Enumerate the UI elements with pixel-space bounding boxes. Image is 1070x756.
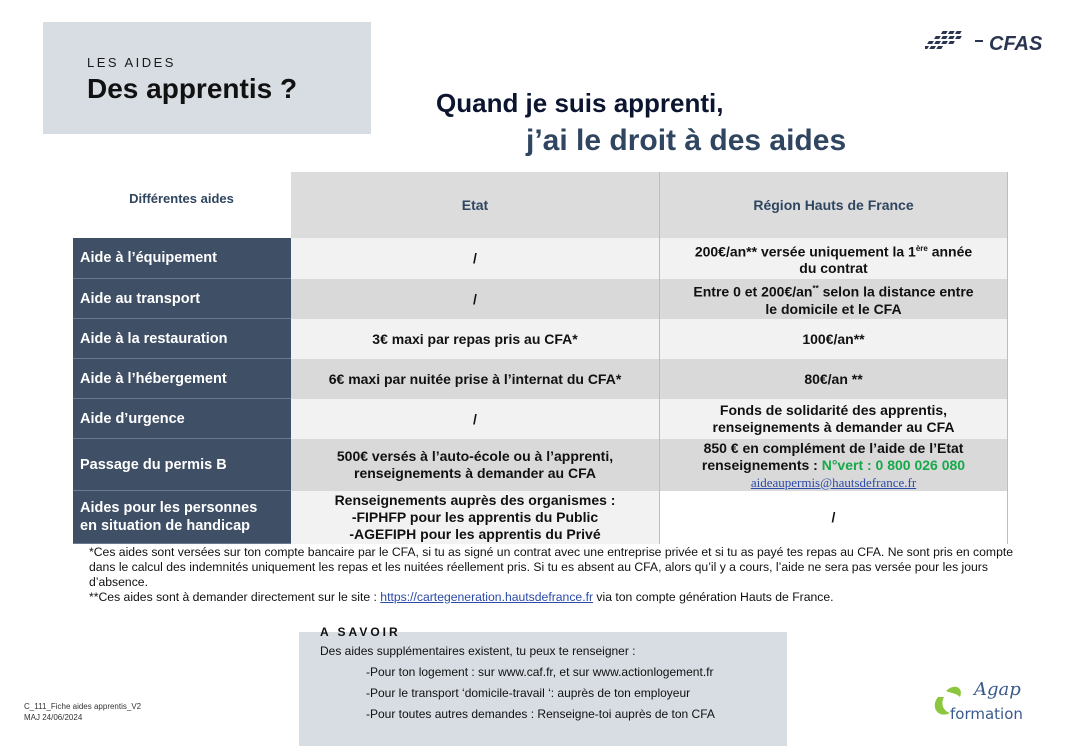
table-row bbox=[73, 279, 1008, 319]
region-cell bbox=[659, 359, 1008, 399]
region-line: Fonds de solidarité des apprentis, bbox=[719, 402, 948, 418]
region-text: année bbox=[927, 243, 973, 260]
cartegeneration-link[interactable]: https://cartegeneration.hautsdefrance.fr bbox=[380, 590, 594, 604]
email-link[interactable]: aideaupermis@hautsdefrance.fr bbox=[750, 474, 917, 490]
row-label: Aide à l’équipement bbox=[73, 238, 291, 279]
row-label-line: en situation de handicap bbox=[80, 518, 250, 534]
region-cell bbox=[659, 491, 1008, 544]
row-label: Aide à la restauration bbox=[73, 319, 291, 359]
region-line bbox=[702, 457, 965, 474]
savoir-title: A SAVOIR bbox=[320, 625, 401, 639]
region-text: Entre 0 et 200€/an bbox=[693, 283, 813, 300]
region-cell bbox=[659, 279, 1008, 319]
footnote-1: *Ces aides sont versées sur ton compte bancaire par le CFA, si tu as signé un contrat avec une entreprise privée et si tu as payé tes repas au CFA. Ne sont pris en compte dans le calcul des indemnités uniquement les repas et les nuitées réellement pris. Si tu es absent au CFA, alors qu’il y a cours, l’aide ne sera pas versée pour les jours d’absence. bbox=[89, 545, 1014, 589]
table-row bbox=[73, 359, 1008, 399]
etat-line: -AGEFIPH pour les apprentis du Privé bbox=[349, 526, 601, 542]
footnote-2 bbox=[89, 590, 1039, 605]
region-cell bbox=[659, 439, 1008, 491]
etat-value: / bbox=[473, 290, 477, 307]
row-label: Aide à l’hébergement bbox=[73, 359, 291, 399]
table-row bbox=[73, 491, 1008, 544]
region-cell bbox=[659, 319, 1008, 359]
region-value: / bbox=[831, 509, 836, 525]
savoir-item: -Pour toutes autres demandes : Renseigne-toi auprès de ton CFA bbox=[366, 707, 715, 721]
row-label: Aide au transport bbox=[73, 279, 291, 319]
table-header-etat bbox=[291, 172, 659, 238]
table-row bbox=[73, 399, 1008, 439]
document-reference bbox=[24, 701, 141, 723]
region-sup: ère bbox=[915, 243, 928, 253]
document-code: C_111_Fiche aides apprentis_V2 bbox=[24, 702, 142, 711]
table-header-label: Différentes aides bbox=[129, 191, 234, 206]
agap-logo-icon bbox=[930, 675, 1050, 725]
region-line: renseignements à demander au CFA bbox=[712, 419, 955, 435]
savoir-item: -Pour le transport ‘domicile-travail ‘: auprès de ton employeur bbox=[366, 686, 691, 700]
region-text: 200€/an** versée uniquement la 1 bbox=[694, 243, 916, 260]
cfas-logo bbox=[925, 27, 1050, 57]
table-row bbox=[73, 238, 1008, 279]
etat-cell bbox=[291, 359, 659, 399]
header-kicker: LES AIDES bbox=[87, 55, 176, 70]
footnote-text: via ton compte génération Hauts de France. bbox=[593, 590, 834, 604]
etat-cell bbox=[291, 399, 659, 439]
main-title-line1: Quand je suis apprenti, bbox=[436, 88, 724, 118]
table-header-region bbox=[659, 172, 1008, 238]
region-text: renseignements : bbox=[701, 456, 822, 473]
etat-cell bbox=[291, 238, 659, 279]
etat-value: 3€ maxi par repas pris au CFA* bbox=[372, 330, 578, 347]
etat-header-text: Etat bbox=[461, 197, 489, 213]
region-cell bbox=[659, 399, 1008, 439]
cfas-logo-mark-icon bbox=[925, 27, 989, 55]
agap-logo-bottom-text: formation bbox=[950, 705, 1023, 723]
region-line bbox=[695, 240, 972, 261]
agap-logo-top-text: Agap bbox=[974, 679, 1021, 700]
region-cell bbox=[659, 238, 1008, 279]
region-sup: ** bbox=[812, 284, 819, 294]
etat-cell bbox=[291, 491, 659, 544]
row-label: Aide d’urgence bbox=[73, 399, 291, 439]
row-label-line: Aides pour les personnes bbox=[80, 500, 258, 516]
page-title: Des apprentis ? bbox=[87, 73, 298, 104]
main-title-line2: j’ai le droit à des aides bbox=[526, 124, 847, 157]
region-line bbox=[693, 280, 973, 301]
cfas-logo-text: CFAS bbox=[989, 33, 1043, 55]
region-line: 850 € en complément de l’aide de l’Etat bbox=[703, 439, 964, 456]
etat-line: -FIPHFP pour les apprentis du Public bbox=[351, 509, 599, 525]
etat-cell bbox=[291, 439, 659, 491]
region-value: 80€/an ** bbox=[804, 370, 863, 387]
region-text: selon la distance entre bbox=[818, 283, 974, 300]
savoir-item: -Pour ton logement : sur www.caf.fr, et sur www.actionlogement.fr bbox=[366, 665, 714, 679]
document-date: MAJ 24/06/2024 bbox=[24, 713, 83, 722]
savoir-text bbox=[320, 641, 715, 725]
etat-value: / bbox=[473, 250, 477, 266]
footnote-text: **Ces aides sont à demander directement sur le site : bbox=[89, 590, 381, 604]
row-label bbox=[73, 491, 291, 544]
region-value: 100€/an** bbox=[802, 330, 865, 347]
savoir-intro: Des aides supplémentaires existent, tu peux te renseigner : bbox=[320, 644, 636, 658]
etat-cell bbox=[291, 279, 659, 319]
region-header-text: Région Hauts de France bbox=[753, 197, 914, 213]
etat-line: 500€ versés à l’auto-école ou à l’apprenti, bbox=[336, 448, 614, 464]
region-line: du contrat bbox=[799, 260, 868, 277]
footnotes bbox=[89, 545, 1039, 605]
etat-cell bbox=[291, 319, 659, 359]
etat-value: 6€ maxi par nuitée prise à l’internat du CFA* bbox=[328, 370, 622, 387]
etat-value: / bbox=[473, 410, 477, 427]
table-row bbox=[73, 319, 1008, 359]
row-label: Passage du permis B bbox=[73, 439, 291, 491]
agap-formation-logo bbox=[930, 675, 1050, 725]
region-line: le domicile et le CFA bbox=[765, 300, 902, 317]
phone-number[interactable]: N°vert : 0 800 026 080 bbox=[821, 456, 966, 473]
table-row bbox=[73, 439, 1008, 491]
etat-line: Renseignements auprès des organismes : bbox=[334, 492, 616, 508]
etat-line: renseignements à demander au CFA bbox=[354, 465, 596, 481]
